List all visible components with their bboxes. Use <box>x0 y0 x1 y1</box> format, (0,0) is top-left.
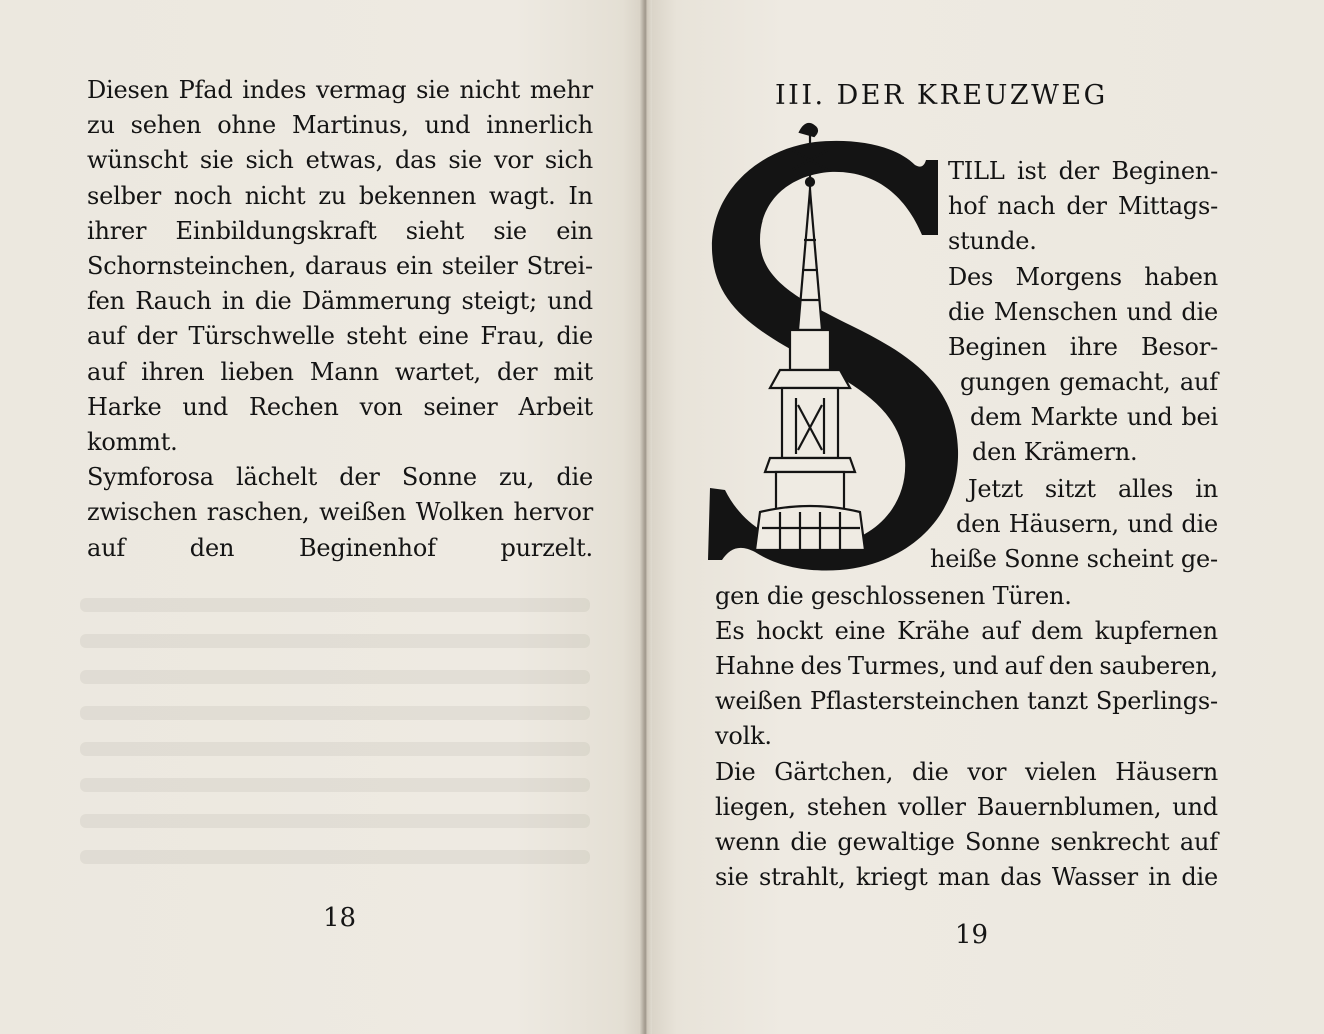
text-line: Die Gärtchen, die vor vielen Häusern <box>715 758 1218 786</box>
text-line: ihrer Einbildungskraft sieht sie ein <box>87 216 593 245</box>
text-line: selber noch nicht zu bekennen wagt. In <box>87 181 593 210</box>
chapter-title: III. DER KREUZWEG <box>775 80 1108 111</box>
text-line: wenn die gewaltige Sonne senkrecht auf <box>715 828 1218 856</box>
text-line: Des Morgens haben <box>948 263 1218 291</box>
text-line: den Krämern. <box>972 438 1138 466</box>
text-line: Beginen ihre Besor- <box>948 333 1218 361</box>
drop-cap-illustration <box>700 120 970 580</box>
text-line: heiße Sonne scheint ge- <box>930 545 1218 573</box>
text-line: kommt. <box>87 428 178 457</box>
text-line: volk. <box>715 722 772 750</box>
text-line: gungen gemacht, auf <box>960 368 1218 396</box>
text-line: auf ihren lieben Mann wartet, der mit <box>87 357 593 386</box>
text-line: Diesen Pfad indes vermag sie nicht mehr <box>87 76 593 104</box>
left-page-text <box>87 73 593 566</box>
text-line: sie strahlt, kriegt man das Wasser in die <box>715 863 1218 891</box>
book-gutter <box>640 0 652 1034</box>
text-line: hof nach der Mittags- <box>948 192 1218 220</box>
text-line: den Häusern, und die <box>956 510 1218 538</box>
text-line: Symforosa lächelt der Sonne zu, die <box>87 463 593 492</box>
text-line: zwischen raschen, weißen Wolken hervor <box>87 498 593 527</box>
text-line: stunde. <box>948 227 1037 255</box>
text-line: Harke und Rechen von seiner Arbeit <box>87 392 593 421</box>
text-line: wünscht sie sich etwas, das sie vor sich <box>87 146 593 175</box>
text-line: fen Rauch in die Dämmerung steigt; und <box>87 287 593 316</box>
page-number-left: 18 <box>323 903 357 933</box>
text-line: auf der Türschwelle steht eine Frau, die <box>87 322 593 351</box>
text-line: Schornsteinchen, daraus ein steiler Strei- <box>87 252 593 281</box>
text-line: liegen, stehen voller Bauernblumen, und <box>715 793 1218 821</box>
text-line: TILL ist der Beginen- <box>948 157 1218 185</box>
text-line: dem Markte und bei <box>970 403 1218 431</box>
bleed-through-texture <box>80 590 600 890</box>
page-number-right: 19 <box>955 920 989 950</box>
text-line: zu sehen ohne Martinus, und innerlich <box>87 111 593 140</box>
text-line: gen die geschlossenen Türen. <box>715 582 1072 610</box>
text-line: Jetzt sitzt alles in <box>968 475 1218 503</box>
text-line: weißen Pflastersteinchen tanzt Sperlings- <box>715 687 1218 715</box>
text-line: auf den Beginenhof purzelt. <box>87 533 593 562</box>
text-line: Es hockt eine Krähe auf dem kupfernen <box>715 617 1218 645</box>
text-line: die Menschen und die <box>948 298 1218 326</box>
text-line: Hahne des Turmes, und auf den sauberen, <box>715 652 1218 680</box>
